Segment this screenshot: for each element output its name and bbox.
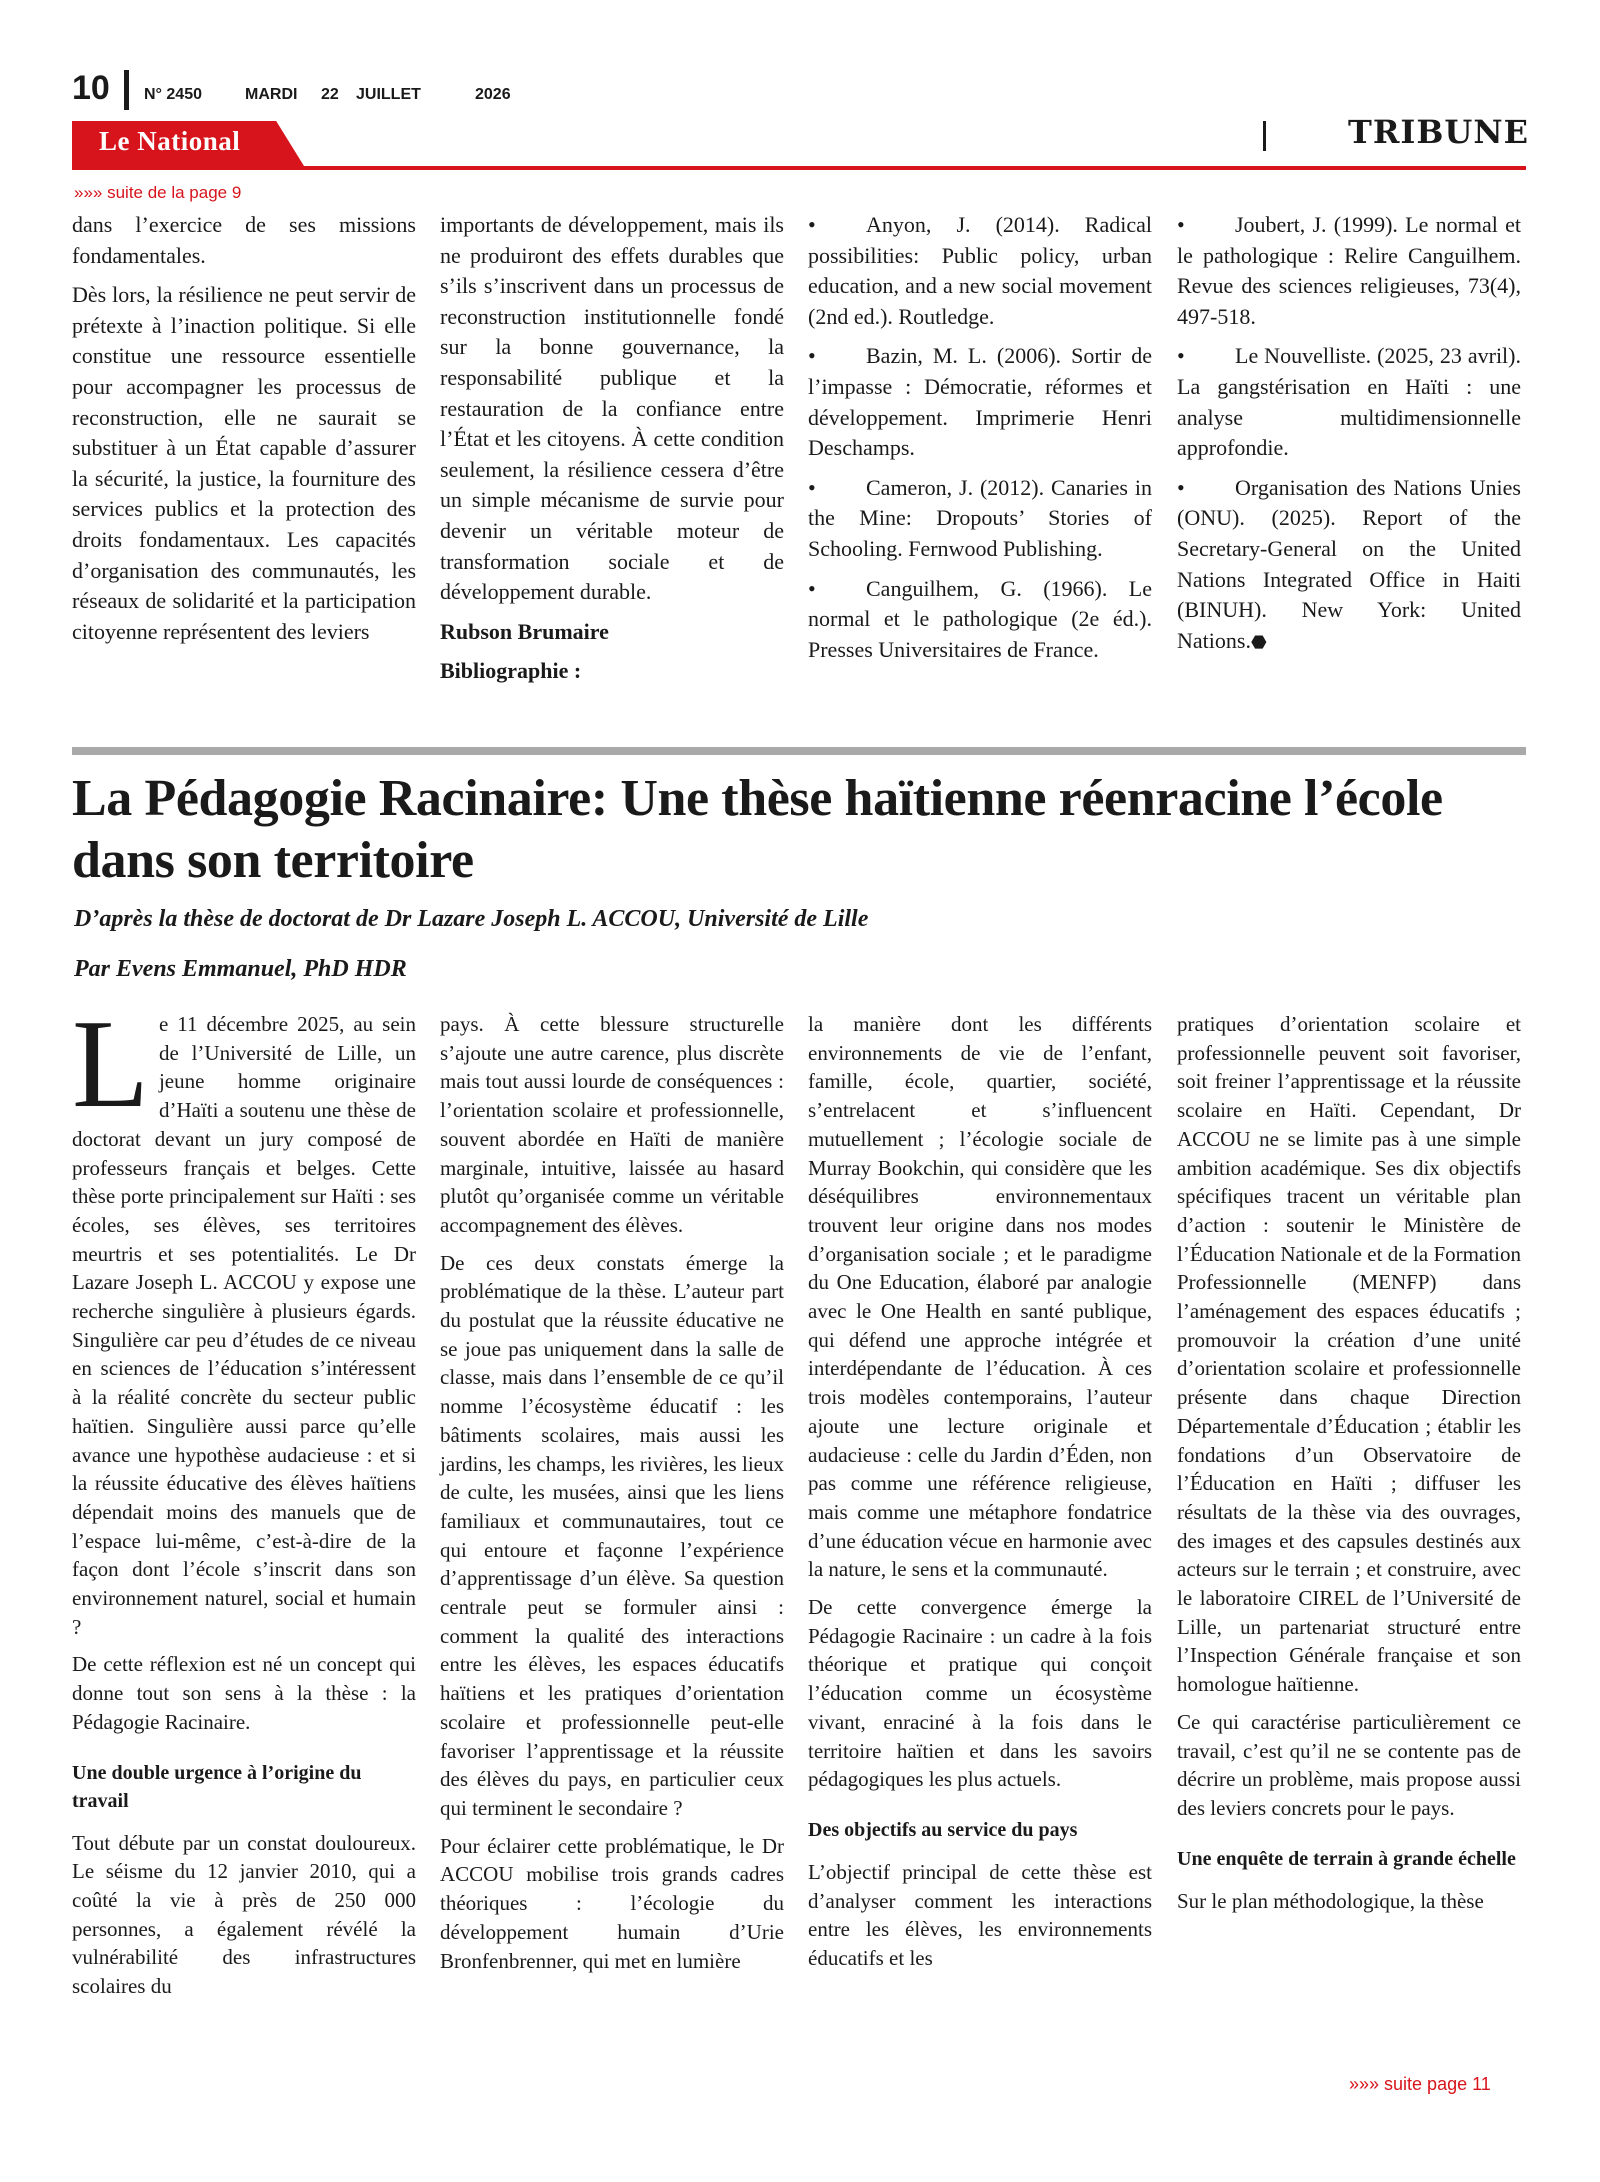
bullet-icon: • xyxy=(808,343,816,369)
issue-year: 2026 xyxy=(475,86,511,103)
bibliography-entry-text: Cameron, J. (2012). Canaries in the Mine: Dropouts’ Stories of Schooling. Fernwood Publishing. xyxy=(808,474,1152,561)
article-paragraph: la manière dont les différents environnements de vie de l’enfant, famille, école, quartier, société, s’entrelacent et s’influencent mutuellement ; l’écologie sociale de Murray Bookchin, qui considère que les déséquilibres environnementaux trouvent leur origine dans nos modes d’organisation sociale ; et le paradigme du One Education, élaboré par analogie avec le One Health en santé publique, qui défend une approche intégrée et interdépendante de l’éducation. À ces trois modèles contemporains, l’auteur ajoute une lecture originale et audacieuse : celle du Jardin d’Éden, non pas comme une référence religieuse, mais comme une métaphore fondatrice d’une éducation vécue en harmonie avec la nature, le sens et la communauté. xyxy=(808,1012,1152,1582)
article-paragraph: De ces deux constats émerge la problématique de la thèse. L’auteur part du postulat que la réussite éducative ne se joue pas uniquement dans la salle de classe, mais dans l’ensemble de ce qu’il nomme l’écosystème éducatif : les bâtiments scolaires, mais aussi les jardins, les champs, les rivières, les lieux de culte, les musées, ainsi que les liens familiaux et communautaires, tout ce qui entoure et façonne l’expérience d’apprentissage d’un élève. Sa question centrale peut se formuler ainsi : comment la qualité des interactions entre les élèves, les espaces éducatifs haïtiens et les pratiques d’orientation scolaire et professionnelle peut-elle favoriser l’apprentissage et la réussite des élèves du pays, en particulier ceux qui terminent le secondaire ? xyxy=(440,1250,784,1820)
bibliography-entry xyxy=(808,473,1152,565)
bullet-icon: • xyxy=(1177,343,1185,369)
issue-day: 22 xyxy=(321,86,339,103)
article-byline: Par Evens Emmanuel, PhD HDR xyxy=(74,956,407,982)
article-paragraph: Sur le plan méthodologique, la thèse xyxy=(1177,1888,1484,1913)
bibliography-label: Bibliographie : xyxy=(440,658,582,684)
bibliography-entry-text: Le Nouvelliste. (2025, 23 avril). La gangstérisation en Haïti : une analyse multidimensionnelle approfondie. xyxy=(1177,343,1521,461)
bibliography-entry xyxy=(1177,210,1521,332)
article-subtitle: D’après la thèse de doctorat de Dr Lazare Joseph L. ACCOU, Université de Lille xyxy=(74,906,869,932)
bullet-icon: • xyxy=(808,575,816,601)
article-title: La Pédagogie Racinaire: Une thèse haïtienne réenracine l’école dans son territoire xyxy=(72,770,1443,889)
section-heading: Des objectifs au service du pays xyxy=(808,1818,1078,1841)
article-divider xyxy=(72,747,1526,755)
article-col-4 xyxy=(1177,1010,1521,1924)
article-col-3 xyxy=(808,1010,1152,1982)
prev-paragraph: Dès lors, la résilience ne peut servir de prétexte à l’inaction politique. Si elle constitue une ressource essentielle pour accompagner les processus de reconstruction, elle ne saurait se substituer à un État capable d’assurer la sécurité, la justice, la fourniture des services publics et la protection des droits fondamentaux. Les capacités d’organisation des communautés, les réseaux de solidarité et la participation citoyenne représentent des leviers xyxy=(72,282,416,644)
prev-article-col-2 xyxy=(440,210,784,696)
bullet-icon: • xyxy=(808,474,816,500)
continued-from: »»» suite de la page 9 xyxy=(74,183,242,202)
section-title: TRIBUNE xyxy=(1348,113,1529,151)
bibliography-entry-text: Organisation des Nations Unies (ONU). (2025). Report of the Secretary-General on the United Nations Integrated Office in Haiti (BINUH). New York: United Nations. xyxy=(1177,474,1521,653)
bibliography-entry xyxy=(1177,473,1521,658)
article-paragraph: pratiques d’orientation scolaire et professionnelle peuvent soit favoriser, soit freiner l’apprentissage et la réussite scolaire en Haïti. Cependant, Dr ACCOU ne se limite pas à une simple ambition académique. Ses dix objectifs spécifiques tracent un véritable plan d’action : soutenir le Ministère de l’Éducation Nationale et de la Formation Professionnelle (MENFP) dans l’aménagement des espaces éducatifs ; promouvoir la création d’une unité d’orientation scolaire et professionnelle présente dans chaque Direction Départementale d’Éducation ; établir les fondations d’un Observatoire de l’Éducation en Haïti ; diffuser les résultats de la thèse via des ouvrages, des images et des capsules destinés aux acteurs sur le terrain ; et construire, avec le laboratoire CIREL de l’Université de Lille, un partenariat structuré entre l’Inspection Générale française et son homologue haïtienne. xyxy=(1177,1012,1521,1697)
bibliography-col-4 xyxy=(1177,210,1521,666)
bibliography-entry xyxy=(808,341,1152,463)
article-paragraph-text: e 11 décembre 2025, au sein de l’Université de Lille, un jeune homme originaire d’Haïti a soutenu une thèse de doctorat devant un jury composé de professeurs français et belges. Cette thèse porte principalement sur Haïti : ses écoles, ses élèves, ses territoires meurtris et ses potentialités. Le Dr Lazare Joseph L. ACCOU y expose une recherche singulière à plusieurs égards. Singulière car peu d’études de ce niveau en sciences de l’éducation s’intéressent à la réalité concrète du secteur public haïtien. Singulière aussi parce qu’elle avance une hypothèse audacieuse : et si la réussite éducative des élèves haïtiens dépendait moins des manuels que de l’espace lui-même, c’est-à-dire de la façon dont l’école s’inscrit dans son environnement naturel, social et humain ? xyxy=(72,1012,416,1639)
bullet-icon: • xyxy=(1177,212,1185,237)
article-paragraph: De cette convergence émerge la Pédagogie Racinaire : un cadre à la fois théorique et pratique qui conçoit l’éducation comme un écosystème vivant, enraciné à la fois dans le territoire haïtien et dans les savoirs pédagogiques les plus actuels. xyxy=(808,1595,1152,1792)
section-heading: Une double urgence à l’origine du travail xyxy=(72,1761,362,1812)
drop-cap: L xyxy=(72,995,149,1134)
issue-weekday: MARDI xyxy=(245,86,298,103)
page-number: 10 xyxy=(72,69,110,107)
bibliography-entry xyxy=(1177,341,1521,463)
bibliography-entry-text: Canguilhem, G. (1966). Le normal et le pathologique (2e éd.). Presses Universitaires de France. xyxy=(808,575,1152,662)
end-of-article-icon: ⬣ xyxy=(1250,631,1267,652)
newspaper-brand: Le National xyxy=(99,126,241,156)
section-separator xyxy=(1263,121,1266,151)
prev-paragraph: dans l’exercice de ses missions fondamentales. xyxy=(72,212,416,268)
article-paragraph: L’objectif principal de cette thèse est d’analyser comment les interactions entre les élèves, les environnements éducatifs et les xyxy=(808,1859,1152,1971)
issue-number: N° 2450 xyxy=(144,86,202,103)
prev-paragraph: importants de développement, mais ils ne produiront des effets durables que s’ils s’inscrivent dans un processus de reconstruction institutionnelle fondé sur la bonne gouvernance, la responsabilité publique et la restauration de la confiance entre l’État et les citoyens. À cette condition seulement, la résilience cessera d’être un simple mécanisme de survie pour devenir un véritable moteur de transformation sociale et de développement durable. xyxy=(440,212,784,605)
section-heading: Une enquête de terrain à grande échelle xyxy=(1177,1847,1516,1870)
bibliography-entry-text: Bazin, M. L. (2006). Sortir de l’impasse : Démocratie, réformes et développement. Imprimerie Henri Deschamps. xyxy=(808,343,1152,461)
article-paragraph: pays. À cette blessure structurelle s’ajoute une autre carence, plus discrète mais tout aussi lourde de conséquences : l’orientation scolaire et professionnelle, souvent abordée en Haïti de manière marginale, intuitive, laissée au hasard plutôt qu’organisée comme un véritable accompagnement des élèves. xyxy=(440,1012,784,1237)
article-paragraph: Pour éclairer cette problématique, le Dr ACCOU mobilise trois grands cadres théoriques : l’écologie du développement humain d’Urie Bronfenbrenner, qui met en lumière xyxy=(440,1833,784,1973)
continued-to: »»» suite page 11 xyxy=(1349,2074,1491,2094)
issue-month: JUILLET xyxy=(356,86,421,103)
header-rule xyxy=(72,166,1526,170)
bibliography-entry xyxy=(808,574,1152,666)
bibliography-entry-text: Joubert, J. (1999). Le normal et le pathologique : Relire Canguilhem. Revue des sciences religieuses, 73(4), 497-518. xyxy=(1177,212,1521,329)
article-col-1 xyxy=(72,995,416,2010)
article-paragraph: De cette réflexion est né un concept qui donne tout son sens à la thèse : la Pédagogie Racinaire. xyxy=(72,1652,416,1734)
bibliography-entry-text: Anyon, J. (2014). Radical possibilities: Public policy, urban education, and a new social movement (2nd ed.). Routledge. xyxy=(808,212,1152,329)
prev-article-col-1 xyxy=(72,210,416,656)
prev-article-author: Rubson Brumaire xyxy=(440,618,609,644)
header-separator xyxy=(124,70,129,110)
bullet-icon: • xyxy=(1177,474,1185,500)
bibliography-col-3 xyxy=(808,210,1152,674)
article-col-2 xyxy=(440,1010,784,1984)
article-paragraph xyxy=(72,995,416,1641)
bullet-icon: • xyxy=(808,212,816,237)
bibliography-entry xyxy=(808,210,1152,332)
article-paragraph: Ce qui caractérise particulièrement ce travail, c’est qu’il ne se contente pas de décrire un problème, mais propose aussi des leviers concrets pour le pays. xyxy=(1177,1709,1521,1820)
article-paragraph: Tout débute par un constat douloureux. Le séisme du 12 janvier 2010, qui a coûté la vie à près de 250 000 personnes, a également révélé la vulnérabilité des infrastructures scolaires du xyxy=(72,1830,416,1999)
